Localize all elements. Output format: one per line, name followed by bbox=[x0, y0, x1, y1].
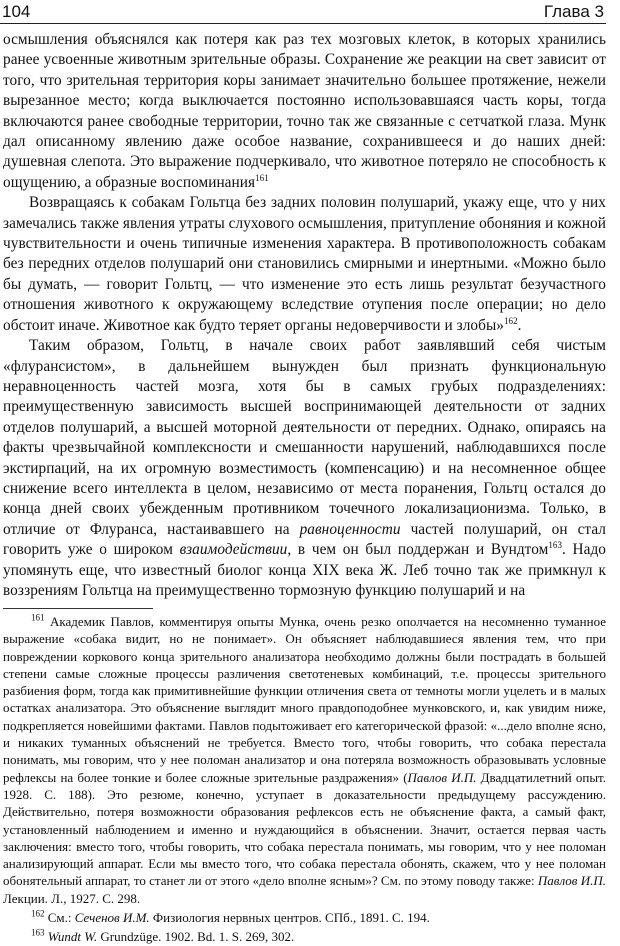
footnote-number-163: 163 bbox=[31, 928, 45, 939]
footnote-161-author-1: Павлов И.П. bbox=[407, 769, 477, 785]
footnote-162-text-b: Физиология нервных центров. СПб., 1891. С. 194. bbox=[149, 910, 430, 926]
running-header bbox=[0, 0, 620, 24]
paragraph-3-text-d: . Надо упомянуть еще, что известный биолог конца XIX века Ж. Леб точно так же примкнул к воззрениям Гольтца на преимущественно тормозную функцию полушарий и на bbox=[3, 541, 607, 599]
footnote-162-author: Сеченов И.М. bbox=[74, 910, 150, 926]
footnote-162-text-a: См.: bbox=[44, 910, 75, 926]
page-number: 104 bbox=[2, 2, 31, 21]
emphasis-ravnocennost: равноценности bbox=[299, 520, 401, 538]
footnotes bbox=[3, 613, 606, 946]
footnote-161-text-a: Академик Павлов, комментируя опыты Мунка, очень резко ополчается на несомненно туманное выражение «собака видит, но не понимает». Он объясняет наблюдавшиеся явления тем, что при повреждении коркового конца зрительного анализатора необходимо должны были пострадать в большей степени самые сложные процессы различения светотеневых комбинаций, т.е. процессы зрительного разбиения форм, тогда как примитивнейшие функции отличения света от темноты могли уцелеть и в малых остатках анализатора. Это объяснение выглядит много правдоподобнее мунковского, и, как увидим ниже, подкрепляется новейшими фактами. Павлов подытоживает его категорической фразой: «...дело вполне ясно, и никаких туманных объяснений не требуется. Вместо того, чтобы говорить, что собака перестала понимать, мы говорим, что у нее поломан анализатор и она потеряла возможность образовывать условные рефлексы на более тонкие и более сложные зрительные раздражения» ( bbox=[3, 614, 606, 785]
paragraph-3-text-b: частей полушарий, он стал говорить уже о широком bbox=[3, 520, 606, 559]
footnote-ref-162[interactable]: 162 bbox=[503, 315, 518, 326]
emphasis-vzaimodeystvie: взаимодействии bbox=[179, 541, 288, 559]
footnote-number-162: 162 bbox=[31, 908, 45, 919]
paragraph-1-text: осмышления объяснялся как потеря как раз тех мозговых клеток, в которых хранились ранее усвоенные животным зрительные образы. Сохранение же реакции на свет зависит от того, что зрительная территория коры занимает значительно большее протяжение, нежели вырезанное место; когда выключается постоянно использовавшаяся часть коры, тогда включаются ранее свободные территории, точно так же связанные с сетчаткой глаза. Мунк дал описанному явлению даже особое название, сохранившееся и до наших дней: душевная слепота. Это выражение подчеркивало, что животное потеряло не способность к ощущению, а образные воспоминания bbox=[3, 31, 606, 191]
footnote-161 bbox=[3, 613, 606, 907]
footnote-163-text: Grundzüge. 1902. Bd. 1. S. 269, 302. bbox=[97, 929, 295, 945]
paragraph-2-end: . bbox=[517, 316, 522, 334]
footnote-number-161: 161 bbox=[31, 612, 45, 623]
chapter-title: Глава 3 bbox=[543, 2, 604, 21]
footnote-ref-163[interactable]: 163 bbox=[548, 540, 562, 551]
footnote-separator bbox=[3, 608, 153, 609]
main-text bbox=[3, 30, 606, 601]
footnote-163 bbox=[3, 928, 606, 945]
footnote-163-author: Wundt W. bbox=[47, 929, 98, 945]
header-rule bbox=[0, 23, 606, 24]
footnote-162 bbox=[3, 909, 606, 926]
footnote-ref-161[interactable]: 161 bbox=[255, 172, 269, 183]
footnote-161-text-c: Лекции. Л., 1927. С. 298. bbox=[3, 890, 141, 906]
paragraph-2-text: Возвращаясь к собакам Гольтца без задних половин полушарий, укажу еще, что у них замечались также явления утраты слухового осмышления, притупление обоняния и кожной чувствительности и очень типичные изменения характера. В противоположность собакам без передних отделов полушарий они становились смирными и инертными. «Можно было бы думать, — говорит Гольтц, — что изменение это есть лишь результат безучастного отношения животного к окружающему вследствие отупения после операции; но дело обстоит иначе. Животное как будто теряет органы недоверчивости и злобы» bbox=[3, 194, 606, 334]
paragraph-3-text-a: Таким образом, Гольтц, в начале своих работ заявлявший себя чистым «флурансистом», в дальнейшем вынужден был признать функциональную неравноценность частей мозга, хотя бы в самых грубых подразделениях: преимущественную зависимость высшей воспринимающей деятельности от задних отделов полушарий, а высшей моторной деятельности от передних. Однако, опираясь на факты чрезвычайной комплексности и смешанности нарушений, наблюдавшихся после экстирпаций, на их огромную возместимость (компенсацию) и на несомненное общее снижение всего интеллекта в целом, независимо от места поранения, Гольтц остался до конца дней своих убежденным противником точечного локализационизма. Только, в отличие от Флуранса, настаивавшего на bbox=[3, 337, 606, 538]
paragraph-3 bbox=[3, 336, 606, 601]
paragraph-3-text-c: , в чем он был поддержан и Вундтом bbox=[287, 541, 549, 559]
paragraph-1 bbox=[3, 30, 606, 193]
footnote-161-text-b: Двадцатилетний опыт. 1928. С. 188). Это резюме, конечно, уступает в доказательности предыдущему рассуждению. Действительно, потеря возможности образования рефлексов есть не объяснение факта, а самый факт, установленный наблюдением и именно и нуждающийся в объяснении. Значит, остается первая часть заключения: вместо того, чтобы говорить, что собака перестала понимать, мы говорим, что у нее поломан анализирующий аппарат. Если мы вместо того, что собака перестала обонять, скажем, что у нее поломан обонятельный аппарат, то станет ли от этого «дело вполне ясным»? См. по этому поводу также: bbox=[3, 769, 607, 889]
paragraph-2 bbox=[3, 193, 606, 336]
footnote-161-author-2: Павлов И.П. bbox=[537, 873, 606, 889]
